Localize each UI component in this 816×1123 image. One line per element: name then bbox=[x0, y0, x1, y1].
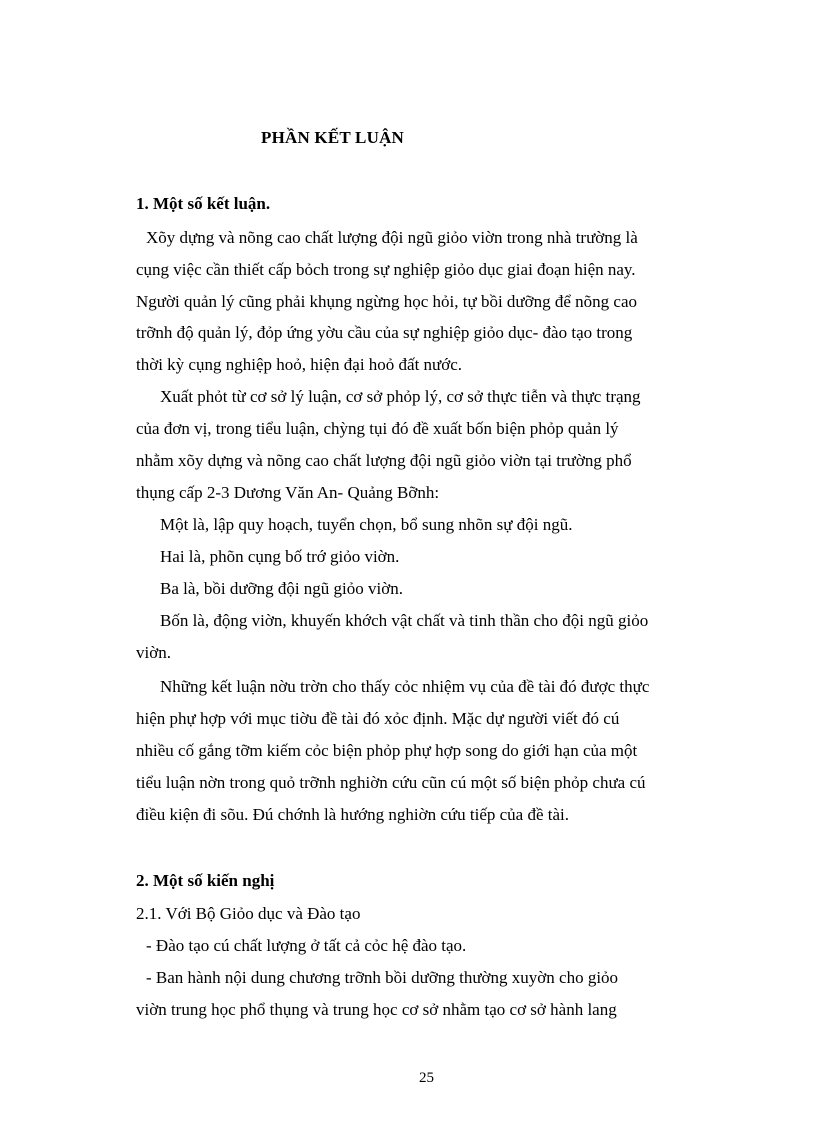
paragraph-1-line: Xõy dựng và nõng cao chất lượng đội ngũ giỏo viờn trong nhà trường là bbox=[146, 228, 638, 247]
bullet-item: viờn trung học phổ thụng và trung học cơ sở nhằm tạo cơ sở hành lang bbox=[136, 1000, 617, 1019]
paragraph-3-line: nhiều cố gắng tỡm kiếm cỏc biện phỏp phự hợp song do giới hạn của một bbox=[136, 741, 638, 760]
paragraph-3-line: hiện phự hợp với mục tiờu đề tài đó xỏc định. Mặc dự người viết đó cú bbox=[136, 709, 620, 728]
measure-item: Hai là, phõn cụng bố trớ giỏo viờn. bbox=[160, 547, 400, 566]
section-2-heading: 2. Một số kiến nghị bbox=[136, 871, 275, 890]
measure-item: viờn. bbox=[136, 643, 171, 662]
paragraph-3-line: Những kết luận nờu trờn cho thấy cỏc nhiệm vụ của đề tài đó được thực bbox=[160, 677, 650, 696]
paragraph-2-line: thụng cấp 2-3 Dương Văn An- Quảng Bỡnh: bbox=[136, 483, 440, 502]
paragraph-1-line: thời kỳ cụng nghiệp hoỏ, hiện đại hoỏ đất nước. bbox=[136, 355, 463, 374]
section-1-heading: 1. Một số kết luận. bbox=[136, 194, 271, 213]
measure-item: Một là, lập quy hoạch, tuyển chọn, bổ sung nhõn sự đội ngũ. bbox=[160, 515, 573, 534]
page-number: 25 bbox=[419, 1070, 434, 1086]
paragraph-1-line: trỡnh độ quản lý, đỏp ứng yờu cầu của sự nghiệp giỏo dục- đào tạo trong bbox=[136, 323, 633, 342]
paragraph-2-line: nhằm xõy dựng và nõng cao chất lượng đội ngũ giỏo viờn tại trường phổ bbox=[136, 451, 632, 470]
paragraph-3-line: tiểu luận nờn trong quỏ trỡnh nghiờn cứu cũn cú một số biện phỏp chưa cú bbox=[136, 773, 646, 792]
measure-item: Ba là, bồi dưỡng đội ngũ giỏo viờn. bbox=[160, 579, 403, 598]
paragraph-2-line: Xuất phỏt từ cơ sở lý luận, cơ sở phỏp lý, cơ sở thực tiễn và thực trạng bbox=[160, 387, 641, 406]
paragraph-1-line: Người quản lý cũng phải khụng ngừng học hỏi, tự bồi dưỡng để nõng cao bbox=[136, 292, 638, 311]
paragraph-1-line: cụng việc cần thiết cấp bỏch trong sự nghiệp giỏo dục giai đoạn hiện nay. bbox=[136, 260, 636, 279]
bullet-item: - Ban hành nội dung chương trỡnh bồi dưỡng thường xuyờn cho giỏo bbox=[146, 968, 619, 987]
measure-item: Bốn là, động viờn, khuyến khớch vật chất và tinh thần cho đội ngũ giỏo bbox=[160, 611, 649, 630]
subsection-heading: 2.1. Với Bộ Giỏo dục và Đào tạo bbox=[136, 904, 361, 923]
bullet-item: - Đào tạo cú chất lượng ở tất cả cỏc hệ đào tạo. bbox=[146, 936, 467, 955]
paragraph-3-line: điều kiện đi sõu. Đú chớnh là hướng nghiờn cứu tiếp của đề tài. bbox=[136, 805, 570, 824]
page-title: PHẦN KẾT LUẬN bbox=[261, 128, 405, 147]
paragraph-2-line: của đơn vị, trong tiểu luận, chỳng tụi đó đề xuất bốn biện phỏp quản lý bbox=[136, 419, 619, 438]
